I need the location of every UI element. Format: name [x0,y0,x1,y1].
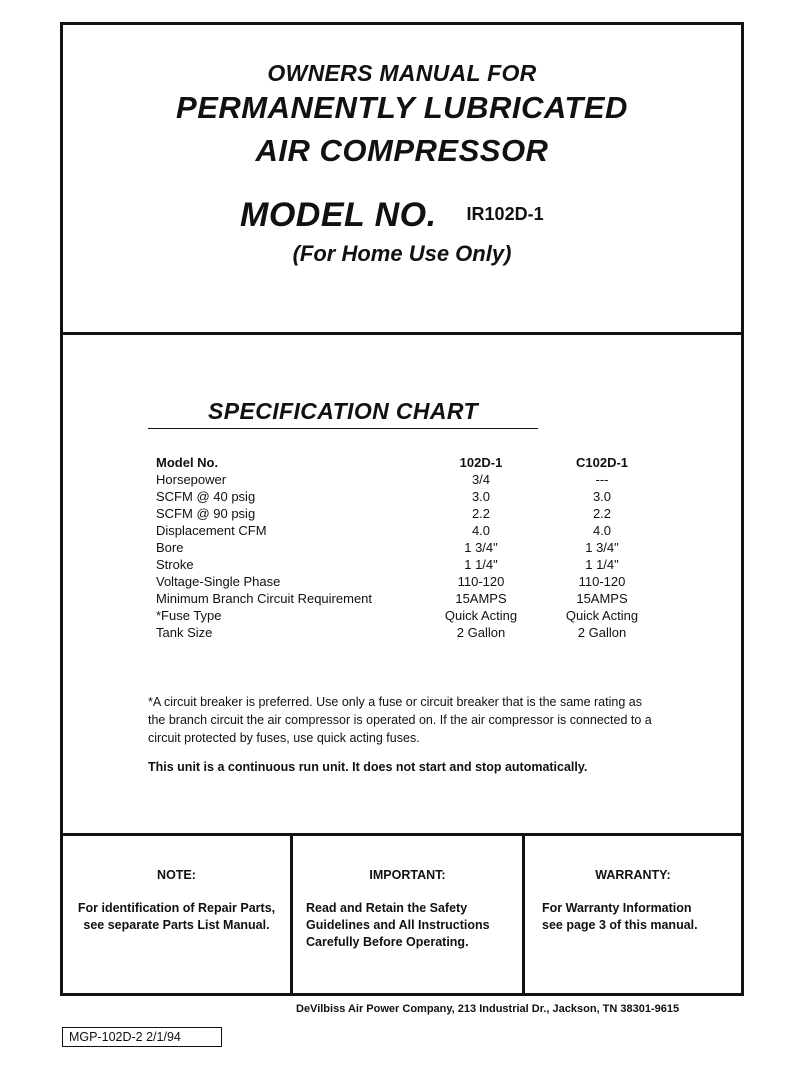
spec-row [156,607,656,624]
important-body [306,900,518,951]
model-number-row [240,196,640,235]
continuous-run-note: This unit is a continuous run unit. It does not start and stop automatically. [148,760,588,774]
spec-label: Tank Size [156,625,213,640]
spec-value-a: 4.0 [471,523,491,538]
spec-value-a: 15AMPS [455,591,507,606]
important-line: Read and Retain the Safety [306,901,468,915]
spec-value-a: 1 3/4" [464,540,498,555]
spec-title-underline [148,428,538,429]
spec-value-b: 3.0 [592,489,612,504]
spec-label: Bore [156,540,184,555]
box-separator-right [522,833,525,996]
spec-row [156,505,656,522]
spec-value-b: --- [595,472,609,487]
spec-header-row [156,454,656,471]
spec-row [156,556,656,573]
spec-value-b: 110-120 [578,574,626,589]
spec-value-b: Quick Acting [565,608,639,623]
spec-value-b: 2 Gallon [577,625,627,640]
warranty-heading: WARRANTY: [595,868,671,882]
top-divider [60,332,744,335]
model-label: MODEL NO. [240,196,437,234]
spec-label: SCFM @ 40 psig [156,489,256,504]
spec-value-a: 110-120 [457,574,505,589]
spec-label: Displacement CFM [156,523,267,538]
spec-value-b: 1 3/4" [585,540,619,555]
spec-value-a: 3/4 [471,472,491,487]
spec-value-a: 3.0 [471,489,491,504]
spec-row [156,573,656,590]
spec-chart-title: SPECIFICATION CHART [208,398,478,424]
manual-title-line1: PERMANENTLY LUBRICATED [176,90,628,125]
home-use-note: (For Home Use Only) [292,241,512,266]
warranty-line: For Warranty Information [542,901,692,915]
box-separator-left [290,833,293,996]
spec-header-model-a: 102D-1 [459,455,503,470]
spec-label: Horsepower [156,472,227,487]
important-heading: IMPORTANT: [369,868,446,882]
spec-value-a: 1 1/4" [464,557,498,572]
spec-value-b: 15AMPS [576,591,628,606]
spec-row [156,488,656,505]
bottom-divider [60,833,744,836]
spec-label: Minimum Branch Circuit Requirement [156,591,373,606]
spec-table [156,454,656,641]
warranty-body [542,900,740,934]
model-value: IR102D-1 [466,204,544,224]
note-body [63,900,290,934]
company-address: DeVilbiss Air Power Company, 213 Industrial Dr., Jackson, TN 38301-9615 [296,1003,680,1015]
spec-value-b: 1 1/4" [585,557,619,572]
manual-title-line2: AIR COMPRESSOR [255,133,549,168]
spec-value-b: 2.2 [592,506,612,521]
important-line: Carefully Before Operating. [306,935,469,949]
document-code: MGP-102D-2 2/1/94 [62,1027,222,1047]
spec-row [156,590,656,607]
spec-label: SCFM @ 90 psig [156,506,256,521]
manual-pre-title: OWNERS MANUAL FOR [267,60,537,86]
spec-header-model-b: C102D-1 [575,455,629,470]
warranty-line: see page 3 of this manual. [542,918,698,932]
fuse-footnote: *A circuit breaker is preferred. Use only a fuse or circuit breaker that is the same rating as the branch circuit the air compressor is operated on. If the air compressor is connected to a circuit protected by fuses, use quick acting fuses. [148,695,652,745]
spec-value-a: Quick Acting [444,608,518,623]
important-line: Guidelines and All Instructions [306,918,490,932]
note-line: For identification of Repair Parts, [77,901,276,915]
note-heading: NOTE: [157,868,196,882]
spec-row [156,539,656,556]
spec-label: Stroke [156,557,194,572]
spec-row [156,522,656,539]
spec-value-a: 2 Gallon [456,625,506,640]
spec-header-label: Model No. [156,455,219,470]
spec-row [156,471,656,488]
spec-label: Voltage-Single Phase [156,574,281,589]
spec-value-a: 2.2 [471,506,491,521]
spec-row [156,624,656,641]
spec-label: *Fuse Type [156,608,222,623]
spec-value-b: 4.0 [592,523,612,538]
note-line: see separate Parts List Manual. [83,918,270,932]
